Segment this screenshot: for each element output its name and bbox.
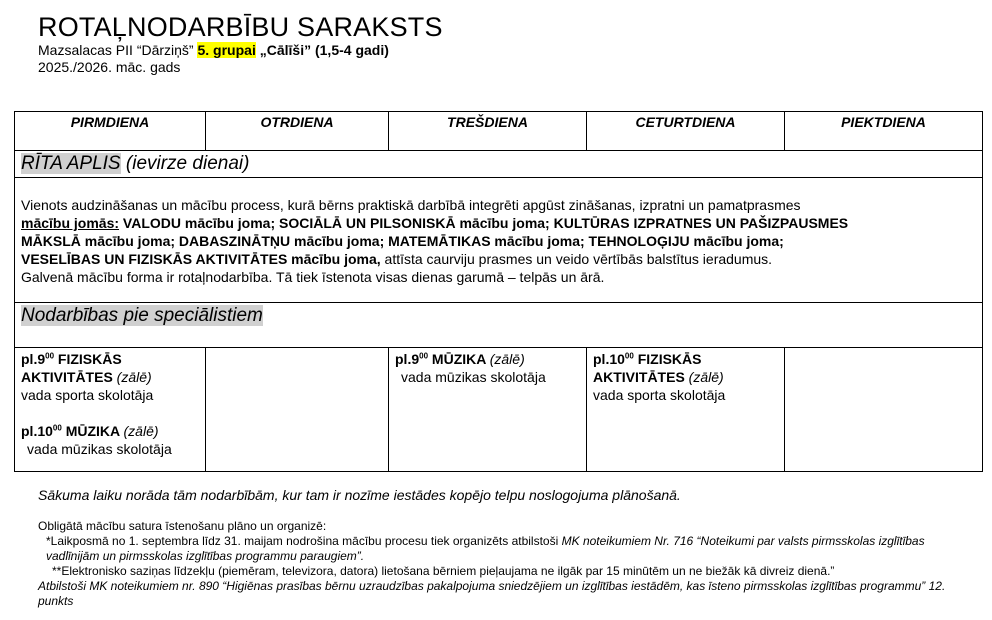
integrated-line-last: Galvenā mācību forma ir rotaļnodarbība. Tā tiek īstenota visas dienas garumā – telpās un ārā. [21,269,605,285]
start-time-note: Sākuma laiku norāda tām nodarbībām, kur tam ir nozīme iestādes kopējo telpu noslogojuma plānošanā. [38,487,681,503]
thu-activity [593,350,778,386]
mon-a-name: FIZISKĀS AKTIVITĀTES [21,351,122,385]
wed-activity [395,350,580,368]
wed-name: MŪZIKA [431,351,486,367]
day-thursday: CETURTDIENA [587,112,785,151]
thu-name: FIZISKĀS AKTIVITĀTES [593,351,702,385]
areas-label: mācību jomās: [21,215,120,231]
mon-b-place: (zālē) [123,423,159,439]
document-header [38,12,443,76]
days-header-row [15,112,983,151]
friday-cell [785,348,983,472]
mon-b-sup: 00 [52,423,62,433]
day-monday: PIRMDIENA [15,112,206,151]
thu-time: pl.10 [593,351,625,367]
header-line-1 [38,42,443,59]
monday-cell [15,348,206,472]
footnote-2-text: *Laikposmā no 1. septembra līdz 31. maijam nodrošina mācību procesu tiek organizēts atbilstoši [46,534,559,548]
mon-b-teacher: vada mūzikas skolotāja [27,441,172,457]
school-name: Mazsalacas PII “Dārziņš” [38,42,194,58]
wed-time: pl.9 [395,351,420,367]
integrated-areas-a [21,214,976,232]
specialists-title: Nodarbības pie speciālistiem [21,305,263,326]
mon-b-name: MŪZIKA [65,423,120,439]
areas-c-tail: attīsta caurviju prasmes un veido vērtībās balstītus ieradumus. [384,251,773,267]
wed-sup: 00 [419,351,429,361]
integrated-learning-row [15,178,983,303]
schedule-row [15,348,983,472]
footnote-1: Obligātā mācību satura īstenošanu plāno un organizē: [38,519,327,533]
thu-teacher: vada sporta skolotāja [593,387,726,403]
tuesday-cell [206,348,389,472]
mon-a-time: pl.9 [21,351,46,367]
mon-a-place: (zālē) [116,369,152,385]
group-number: 5. grupai [197,42,256,58]
schedule-table [14,111,983,472]
footer-notes [38,519,978,609]
mon-activity-2 [21,422,199,440]
wednesday-cell [389,348,587,472]
integrated-areas-c [21,250,976,268]
mon-a-sup: 00 [45,351,55,361]
mon-activity-1 [21,350,199,386]
morning-circle-row [15,151,983,178]
morning-circle-subtitle: (ievirze dienai) [125,153,250,174]
day-tuesday: OTRDIENA [206,112,389,151]
morning-circle-cell [15,151,983,178]
mon-a-teacher: vada sporta skolotāja [21,387,154,403]
day-wednesday: TREŠDIENA [389,112,587,151]
morning-circle-title: RĪTA APLIS [21,153,121,174]
integrated-line-1: Vienots audzināšanas un mācību process, kurā bērns praktiskā darbībā integrēti apgūst zināšanas, izpratni un pamatprasmes [21,197,801,213]
thu-place: (zālē) [688,369,724,385]
integrated-areas-b: MĀKSLĀ mācību joma; DABASZINĀTŅU mācību joma; MATEMĀTIKAS mācību joma; TEHNOLOĢIJU mācību joma; [21,233,784,249]
integrated-learning-cell [15,178,983,303]
specialists-cell [15,303,983,348]
footnote-3: **Elektronisko saziņas līdzekļu (piemēram, televizora, datora) lietošana bērniem pieļaujama ne ilgāk par 15 minūtēm un ne biežāk kā divreiz dienā.” [52,564,835,578]
group-name: „Cālīši” (1,5-4 gadi) [259,42,389,58]
specialists-row [15,303,983,348]
areas-c-text: VESELĪBAS UN FIZISKĀS AKTIVITĀTES mācību joma, [21,251,381,267]
footnote-4: Atbilstoši MK noteikumiem nr. 890 “Higiēnas prasības bērnu uzraudzības pakalpojuma sniedzējiem un izglītības iestādēm, kas īsteno pirmsskolas izglītības programmu” 12. punkts [38,579,946,608]
thursday-cell [587,348,785,472]
thu-sup: 00 [624,351,634,361]
wed-place: (zālē) [489,351,525,367]
areas-a-text: VALODU mācību joma; SOCIĀLĀ UN PILSONISKĀ mācību joma; KULTŪRAS IZPRATNES UN PAŠIZPAUSMES [122,215,849,231]
wed-teacher: vada mūzikas skolotāja [401,369,546,385]
footnote-2 [38,534,978,564]
day-friday: PIEKTDIENA [785,112,983,151]
footnote-2-italic: MK noteikumiem Nr. 716 “Noteikumi par valsts pirmsskolas izglītības vadlīnijām un pirmsskolas izglītības programmu paraugiem”. [46,534,925,563]
mon-b-time: pl.10 [21,423,53,439]
page-title: ROTAĻNODARBĪBU SARAKSTS [38,12,443,42]
school-year: 2025./2026. māc. gads [38,59,181,75]
